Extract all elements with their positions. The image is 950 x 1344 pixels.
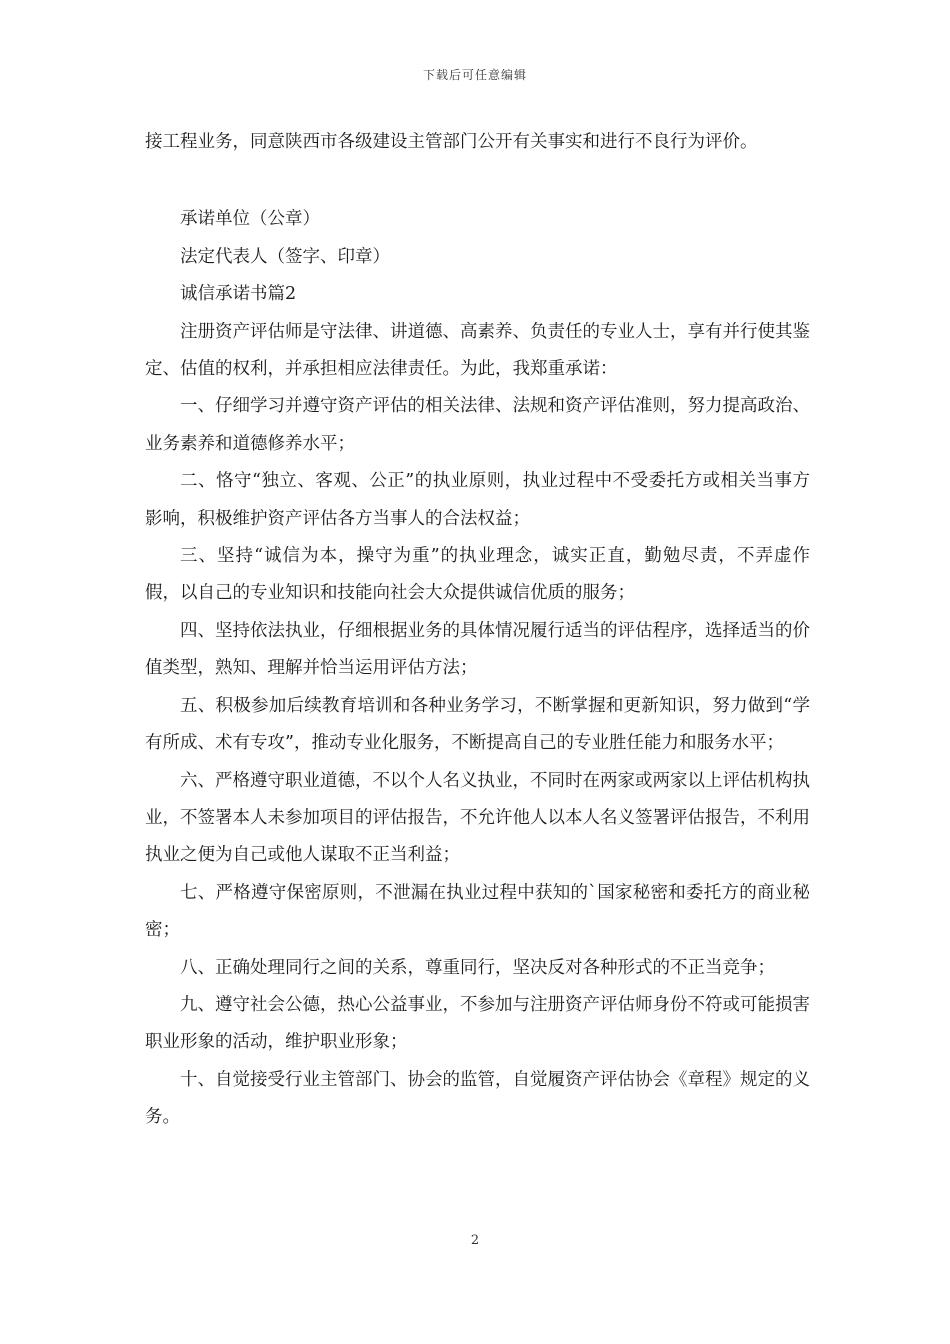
commitment-item-9: 九、遵守社会公德，热心公益事业，不参加与注册资产评估师身份不符或可能损害职业形象的活动，维护职业形象； [145,994,810,1053]
commitment-item-10: 十、自觉接受行业主管部门、协会的监管，自觉履资产评估协会《章程》规定的义务。 [145,1069,810,1128]
intro-paragraph: 注册资产评估师是守法律、讲道德、高素养、负责任的专业人士，享有并行使其鉴定、估值的权利，并承担相应法律责任。为此，我郑重承诺： [145,321,810,380]
document-body [145,124,810,1137]
commitment-item-8: 八、正确处理同行之间的关系，尊重同行，坚决反对各种形式的不正当竞争； [180,957,775,978]
commitment-item-5: 五、积极参加后续教育培训和各种业务学习，不断掌握和更新知识，努力做到“学有所成、术有专攻”，推动专业化服务，不断提高自己的专业胜任能力和服务水平； [145,695,810,754]
page-header: 下载后可任意编辑 [422,68,527,82]
paragraph-gap [145,161,810,201]
commitment-item-4: 四、坚持依法执业，仔细根据业务的具体情况履行适当的评估程序，选择适当的价值类型，熟知、理解并恰当运用评估方法； [145,620,810,679]
commitment-item-7: 七、严格遵守保密原则，不泄漏在执业过程中获知的`国家秘密和委托方的商业秘密； [145,882,810,941]
signature-unit-line: 承诺单位（公章） [180,209,320,230]
continuation-paragraph: 接工程业务，同意陕西市各级建设主管部门公开有关事实和进行不良行为评价。 [145,132,758,152]
section-title: 诚信承诺书篇2 [180,284,297,305]
commitment-item-2: 二、恪守“独立、客观、公正”的执业原则，执业过程中不受委托方或相关当事方影响，积极维护资产评估各方当事人的合法权益； [145,471,810,529]
commitment-item-1: 一、仔细学习并遵守资产评估的相关法律、法规和资产评估准则，努力提高政治、业务素养和道德修养水平； [145,396,810,454]
signature-representative-line: 法定代表人（签字、印章） [180,246,390,267]
page-number: 2 [470,1233,480,1248]
commitment-item-6: 六、严格遵守职业道德，不以个人名义执业，不同时在两家或两家以上评估机构执业，不签署本人未参加项目的评估报告，不允许他人以本人名义签署评估报告，不利用执业之便为自己或他人谋取不正当利益； [145,770,810,866]
commitment-item-3: 三、坚持“诚信为本，操守为重”的执业理念，诚实正直，勤勉尽责，不弄虚作假，以自己的专业知识和技能向社会大众提供诚信优质的服务； [145,546,810,604]
